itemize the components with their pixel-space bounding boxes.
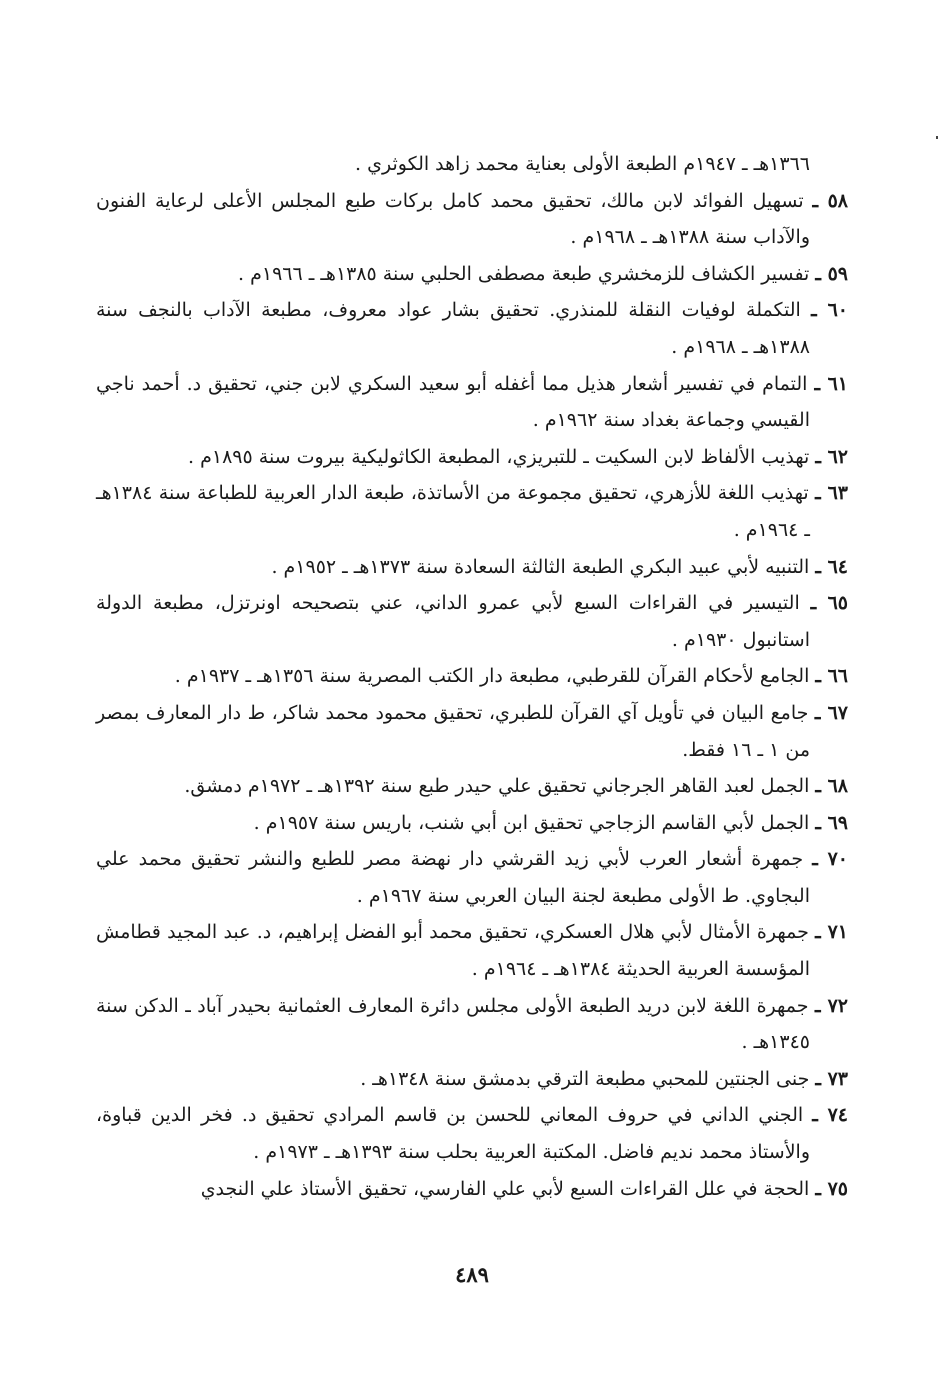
entry-text: جامع البيان في تأويل آي القرآن للطبري، تحقيق محمود محمد شاكر، ط دار المعارف بمصر من ١ ـ ١٦ فقط. <box>96 701 810 761</box>
bibliography-entry-62 <box>96 439 848 476</box>
entry-text: الجمل لأبي القاسم الزجاجي تحقيق ابن أبي شنب، باريس سنة ١٩٥٧م . <box>253 811 810 834</box>
bibliography-entry-68 <box>96 768 848 805</box>
bibliography-entry-72 <box>96 988 848 1061</box>
bibliography-entry-63 <box>96 475 848 548</box>
bibliography-entry-69 <box>96 805 848 842</box>
entry-number: ٧٠ ـ <box>812 848 848 871</box>
entry-number: ٦٢ ـ <box>815 445 848 468</box>
bibliography-entry-61 <box>96 366 848 439</box>
entry-number: ٦٩ ـ <box>815 811 848 834</box>
bibliography-entry-67 <box>96 695 848 768</box>
bibliography-entry-66 <box>96 658 848 695</box>
entry-text: التمام في تفسير أشعار هذيل مما أغفله أبو سعيد السكري لابن جني، تحقيق د. أحمد ناجي القيسي وجماعة بغداد سنة ١٩٦٢م . <box>96 372 810 432</box>
entry-text: تهذيب اللغة للأزهري، تحقيق مجموعة من الأساتذة، طبعة الدار العربية للطباعة سنة ١٣٨٤هـ ـ ١٩٦٤م . <box>96 482 810 541</box>
entry-text: جنى الجنتين للمحبي مطبعة الترقي بدمشق سنة ١٣٤٨هـ . <box>360 1067 810 1090</box>
bibliography-entry-continuation <box>96 146 848 183</box>
entry-number: ٦٤ ـ <box>815 555 848 578</box>
entry-text: جمهرة أشعار العرب لأبي زيد القرشي دار نهضة مصر للطبع والنشر تحقيق محمد علي البجاوي. ط الأولى مطبعة لجنة البيان العربي سنة ١٩٦٧م . <box>96 848 810 907</box>
bibliography-entry-73 <box>96 1061 848 1098</box>
entry-number: ٦٣ ـ <box>815 482 848 505</box>
bibliography-entry-58 <box>96 183 848 256</box>
scan-speck <box>936 136 938 139</box>
entry-text: تهذيب الألفاظ لابن السكيت ـ للتبريزي، المطبعة الكاثوليكية بيروت سنة ١٨٩٥م . <box>188 445 810 468</box>
bibliography-entry-75 <box>96 1171 848 1208</box>
bibliography-entry-74 <box>96 1097 848 1170</box>
entry-text: جمهرة اللغة لابن دريد الطبعة الأولى مجلس دائرة المعارف العثمانية بحيدر آباد ـ الدكن سنة ١٣٤٥هـ . <box>96 994 810 1054</box>
entry-number: ٥٨ ـ <box>812 189 848 212</box>
entry-text: ١٣٦٦هـ ـ ١٩٤٧م الطبعة الأولى بعناية محمد زاهد الكوثري . <box>355 153 810 175</box>
bibliography-entry-60 <box>96 292 848 365</box>
bibliography-entry-70 <box>96 841 848 914</box>
entry-text: الجني الداني في حروف المعاني للحسن بن قاسم المرادي تحقيق د. فخر الدين قباوة، والأستاذ محمد نديم فاضل. المكتبة العربية بحلب سنة ١٣٩٣هـ ـ ١٩٧٣م . <box>96 1104 810 1164</box>
entry-number: ٥٩ ـ <box>815 262 848 285</box>
entry-number: ٦٠ ـ <box>811 299 848 322</box>
bibliography-entry-64 <box>96 549 848 586</box>
bibliography-entry-59 <box>96 256 848 293</box>
bibliography-list <box>96 146 848 1207</box>
entry-number: ٦٧ ـ <box>814 701 848 724</box>
entry-text: الجامع لأحكام القرآن للقرطبي، مطبعة دار الكتب المصرية سنة ١٣٥٦هـ ـ ١٩٣٧م . <box>174 665 810 688</box>
bibliography-entry-65 <box>96 585 848 658</box>
entry-text: التكملة لوفيات النقلة للمنذري. تحقيق بشار عواد معروف، مطبعة الآداب بالنجف سنة ١٣٨٨هـ ـ ١٩٦٨م . <box>96 299 810 358</box>
entry-number: ٧٢ ـ <box>814 994 848 1017</box>
page-number: ٤٨٩ <box>455 1262 489 1287</box>
entry-text: تسهيل الفوائد لابن مالك، تحقيق محمد كامل بركات طبع المجلس الأعلى لرعاية الفنون والآداب سنة ١٣٨٨هـ ـ ١٩٦٨م . <box>96 189 810 249</box>
entry-number: ٦١ ـ <box>814 372 848 395</box>
entry-number: ٧٥ ـ <box>815 1177 848 1200</box>
entry-number: ٧١ ـ <box>815 921 849 944</box>
bibliography-entry-71 <box>96 914 848 987</box>
entry-text: تفسير الكشاف للزمخشري طبعة مصطفى الحلبي سنة ١٣٨٥هـ ـ ١٩٦٦م . <box>238 262 810 285</box>
entry-text: الجمل لعبد القاهر الجرجاني تحقيق علي حيدر طبع سنة ١٣٩٢هـ ـ ١٩٧٢م دمشق. <box>184 775 810 798</box>
entry-text: جمهرة الأمثال لأبي هلال العسكري، تحقيق محمد أبو الفضل إبراهيم، د. عبد المجيد قطامش المؤسسة العربية الحديثة ١٣٨٤هـ ـ ١٩٦٤م . <box>96 921 810 981</box>
entry-number: ٦٥ ـ <box>810 592 848 615</box>
entry-number: ٦٨ ـ <box>815 775 848 798</box>
entry-number: ٦٦ ـ <box>815 665 848 688</box>
entry-text: التنبيه لأبي عبيد البكري الطبعة الثالثة السعادة سنة ١٣٧٣هـ ـ ١٩٥٢م . <box>271 555 810 578</box>
entry-number: ٧٤ ـ <box>812 1104 848 1127</box>
entry-text: التيسير في القراءات السبع لأبي عمرو الداني، عني بتصحيحه اونرتزل، مطبعة الدولة استانبول ١٩٣٠م . <box>96 592 810 651</box>
entry-number: ٧٣ ـ <box>815 1067 848 1090</box>
entry-text: الحجة في علل القراءات السبع لأبي علي الفارسي، تحقيق الأستاذ علي النجدي <box>200 1177 810 1200</box>
